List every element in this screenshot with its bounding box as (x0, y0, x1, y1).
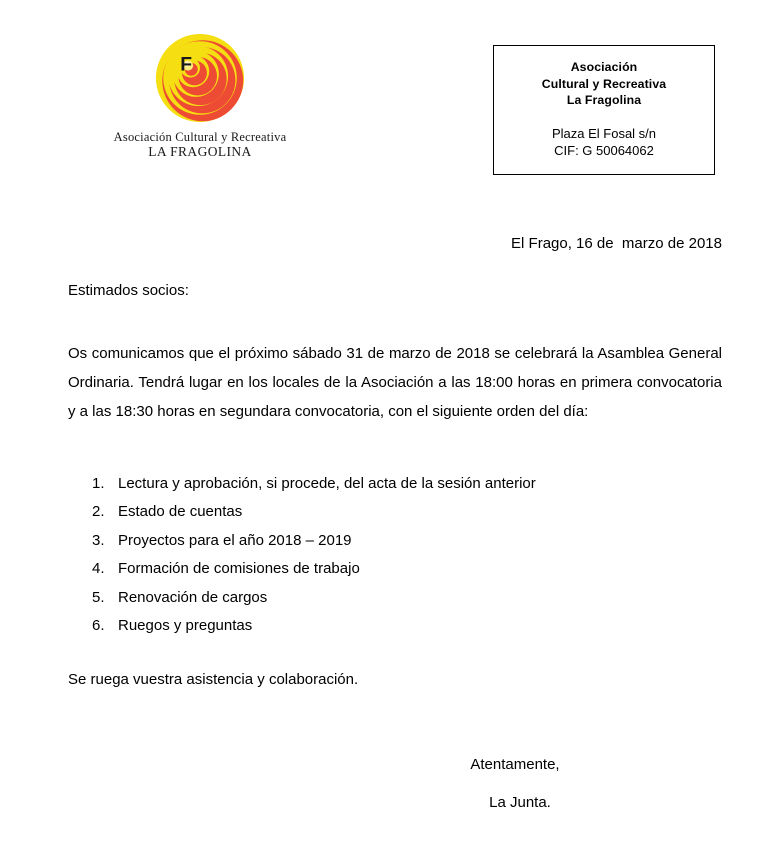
letter-paragraph: Os comunicamos que el próximo sábado 31 de marzo de 2018 se celebrará la Asamblea General Ordinaria. Tendrá lugar en los locales de la Asociación a las 18:00 horas en primera convocatoria y a las 18:30 horas en segundara convocatoria, con el siguiente orden del día: (68, 345, 722, 420)
logo-caption-name: LA FRAGOLINA (148, 144, 252, 159)
logo-monogram-f: F (180, 54, 193, 76)
agenda-item-number: 1. (92, 475, 105, 492)
agenda-item-text: Estado de cuentas (118, 503, 243, 521)
letterhead (0, 0, 780, 200)
agenda-item-number: 6. (92, 616, 105, 634)
agenda-item-number: 5. (92, 588, 105, 606)
list-item (92, 555, 692, 583)
fragolina-spiral-logo-icon (154, 32, 246, 124)
list-item (92, 584, 692, 612)
list-item (92, 470, 692, 498)
letterhead-box-title-line1: Asociación (570, 60, 638, 74)
letterhead-box-address-cif: CIF: G 50064062 (554, 142, 654, 158)
signoff-valediction: Atentamente, (470, 756, 560, 773)
letter-salutation: Estimados socios: (68, 282, 189, 299)
agenda-item-text: Proyectos para el año 2018 – 2019 (118, 531, 352, 549)
list-item (92, 498, 692, 526)
agenda-list (92, 470, 692, 640)
letterhead-box-title (494, 59, 714, 109)
letterhead-box-address (494, 125, 714, 159)
agenda-item-number: 3. (92, 531, 105, 549)
letterhead-address-box (493, 45, 715, 175)
signoff-sender: La Junta. (489, 794, 551, 811)
letter-signoff (68, 755, 722, 813)
logo-caption-association: Asociación Cultural y Recreativa (113, 130, 287, 144)
logo-block (88, 32, 312, 160)
agenda-item-text: Ruegos y preguntas (118, 616, 253, 634)
agenda-item-number: 4. (92, 560, 105, 578)
letterhead-box-address-street: Plaza El Fosal s/n (551, 125, 657, 141)
letter-date: El Frago, 16 de marzo de 2018 (511, 235, 722, 252)
agenda-item-number: 2. (92, 503, 105, 521)
list-item (92, 612, 692, 640)
letterhead-box-title-line2: Cultural y Recreativa (541, 76, 667, 91)
agenda-item-text: Renovación de cargos (118, 588, 268, 606)
letter-closing: Se ruega vuestra asistencia y colaboración. (68, 671, 359, 688)
letterhead-box-title-line3: La Fragolina (566, 93, 642, 107)
list-item (92, 527, 692, 555)
agenda-item-text: Lectura y aprobación, si procede, del acta de la sesión anterior (118, 475, 536, 492)
agenda-item-text: Formación de comisiones de trabajo (118, 560, 360, 578)
